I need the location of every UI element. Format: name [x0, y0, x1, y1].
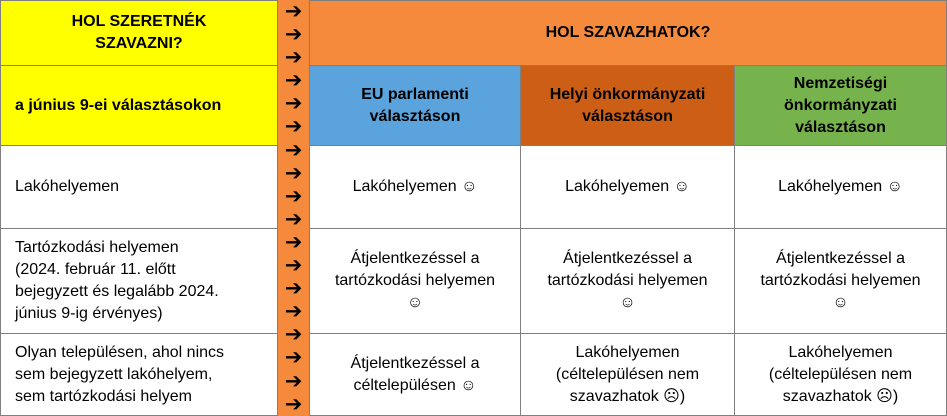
right-header-title: HOL SZAVAZHATOK? — [309, 0, 947, 66]
cell-nationality-residence: Lakóhelyemen ☺ — [734, 145, 947, 229]
arrow-right-icon: ➔ — [284, 368, 303, 393]
cell-nationality-temporary-residence: Átjelentkezéssel a tartózkodási helyemen ☺ — [734, 228, 947, 334]
arrow-right-icon: ➔ — [284, 345, 303, 370]
cell-eu-residence: Lakóhelyemen ☺ — [309, 145, 521, 229]
arrow-right-icon: ➔ — [284, 183, 303, 208]
arrow-right-icon: ➔ — [284, 45, 303, 70]
arrow-right-icon: ➔ — [284, 91, 303, 116]
arrow-right-icon: ➔ — [284, 391, 303, 416]
cell-local-residence: Lakóhelyemen ☺ — [520, 145, 735, 229]
left-header-title: HOL SZERETNÉK SZAVAZNI? — [0, 0, 278, 66]
cell-eu-other-settlement: Átjelentkezéssel a céltelepülésen ☺ — [309, 333, 521, 416]
row-label-residence: Lakóhelyemen — [0, 145, 278, 229]
arrow-right-icon: ➔ — [284, 299, 303, 324]
arrow-right-icon: ➔ — [284, 0, 303, 23]
arrow-right-icon: ➔ — [284, 253, 303, 278]
column-header-nationality: Nemzetiségi önkormányzati választáson — [734, 65, 947, 146]
column-header-eu: EU parlamenti választáson — [309, 65, 521, 146]
cell-eu-temporary-residence: Átjelentkezéssel a tartózkodási helyemen ☺ — [309, 228, 521, 334]
cell-local-other-settlement: Lakóhelyemen (céltelepülésen nem szavazhatok ☹) — [520, 333, 735, 416]
row-label-temporary-residence: Tartózkodási helyemen (2024. február 11. előtt bejegyzett és legalább 2024. június 9-ig érvényes) — [0, 228, 278, 334]
column-header-local: Helyi önkormányzati választáson — [520, 65, 735, 146]
arrow-right-icon: ➔ — [284, 137, 303, 162]
arrow-right-icon: ➔ — [284, 229, 303, 254]
left-header-subtitle: a június 9-ei választásokon — [0, 65, 278, 146]
arrow-right-icon: ➔ — [284, 22, 303, 47]
arrow-right-icon: ➔ — [284, 114, 303, 139]
arrow-divider — [277, 0, 310, 416]
cell-nationality-other-settlement: Lakóhelyemen (céltelepülésen nem szavazhatok ☹) — [734, 333, 947, 416]
arrow-right-icon: ➔ — [284, 206, 303, 231]
row-label-other-settlement: Olyan településen, ahol nincs sem bejegyzett lakóhelyem, sem tartózkodási helyem — [0, 333, 278, 416]
arrow-right-icon: ➔ — [284, 322, 303, 347]
arrow-right-icon: ➔ — [284, 160, 303, 185]
cell-local-temporary-residence: Átjelentkezéssel a tartózkodási helyemen ☺ — [520, 228, 735, 334]
arrow-right-icon: ➔ — [284, 276, 303, 301]
arrow-right-icon: ➔ — [284, 68, 303, 93]
